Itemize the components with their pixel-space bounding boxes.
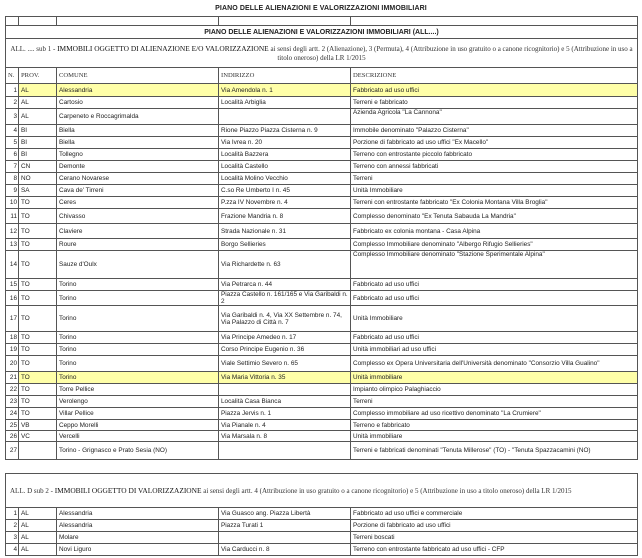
cell-indirizzo: Via Marsala n. 8 xyxy=(219,431,351,442)
cell-indirizzo: Rione Piazzo Piazza Cisterna n. 9 xyxy=(219,125,351,137)
table-row xyxy=(6,279,638,291)
cell-indirizzo: Via Amendola n. 1 xyxy=(219,84,351,97)
cell-descrizione: Terreno e fabbricato xyxy=(351,420,638,431)
cell-indirizzo: Strada Nazionale n. 31 xyxy=(219,224,351,239)
cell-comune: Alessandria xyxy=(57,84,219,97)
cell-descrizione: Terreni boscati xyxy=(351,532,638,544)
column-header-descrizione: DESCRIZIONE xyxy=(351,68,638,84)
cell-descrizione: Terreni con entrostante fabbricato "Ex Colonia Montana Villa Broglia" xyxy=(351,197,638,209)
column-header-prov: PROV. xyxy=(19,68,57,84)
cell-n: 23 xyxy=(6,396,19,408)
table-row xyxy=(6,396,638,408)
cell-n: 6 xyxy=(6,149,19,161)
cell-n: 11 xyxy=(6,209,19,224)
cell-comune: Torino - Grignasco e Prato Sesia (NO) xyxy=(57,442,219,460)
cell-n: 2 xyxy=(6,520,19,532)
cell-prov: TO xyxy=(19,332,57,344)
cell-prov: VB xyxy=(19,420,57,431)
cell-indirizzo: Piazza Jervis n. 1 xyxy=(219,408,351,420)
cell-prov: TO xyxy=(19,197,57,209)
cell-descrizione: Fabbricato ad uso uffici e commerciale xyxy=(351,508,638,520)
table-row xyxy=(6,185,638,197)
cell-n: 20 xyxy=(6,356,19,372)
cell-descrizione: Unità Immobiliare xyxy=(351,185,638,197)
cell-indirizzo: Via Carducci n. 8 xyxy=(219,544,351,556)
table-row xyxy=(6,239,638,251)
table-row xyxy=(6,408,638,420)
table-row xyxy=(6,520,638,532)
cell-n: 15 xyxy=(6,279,19,291)
cell-n: 1 xyxy=(6,84,19,97)
table-row xyxy=(6,508,638,520)
cell-prov: TO xyxy=(19,408,57,420)
column-header-row xyxy=(6,68,638,84)
cell-descrizione: Terreni xyxy=(351,396,638,408)
table-row xyxy=(6,372,638,384)
cell-descrizione: Azienda Agricola "La Cannona" xyxy=(351,109,638,125)
table-row xyxy=(6,442,638,460)
cell-comune: Villar Pellice xyxy=(57,408,219,420)
cell-prov: TO xyxy=(19,384,57,396)
column-header-n: N. xyxy=(6,68,19,84)
cell-comune: Chivasso xyxy=(57,209,219,224)
table-row xyxy=(6,149,638,161)
table-row xyxy=(6,431,638,442)
cell-comune: Ceppo Morelli xyxy=(57,420,219,431)
cell-prov: BI xyxy=(19,149,57,161)
cell-comune: Cerano Novarese xyxy=(57,173,219,185)
cell-indirizzo: Via Principe Amedeo n. 17 xyxy=(219,332,351,344)
subtitle-rest: ai sensi degli artt. 4 (Attribuzione in uso gratuito o a canone ricognitorio) e 5 (Attribuzione in uso a titolo oneroso) della LR 1/2015 xyxy=(201,486,572,495)
cell-indirizzo: Viale Settimio Severo n. 65 xyxy=(219,356,351,372)
cell-n: 8 xyxy=(6,173,19,185)
table-row xyxy=(6,137,638,149)
table-row xyxy=(6,224,638,239)
cell-comune: Alessandria xyxy=(57,508,219,520)
table-subtitle-row xyxy=(6,39,638,68)
cell-indirizzo: Via Pianale n. 4 xyxy=(219,420,351,431)
cell-descrizione: Unità Immobiliare xyxy=(351,306,638,332)
cell-indirizzo: Località Molino Vecchio xyxy=(219,173,351,185)
cell-indirizzo: Via Garibaldi n. 4, Via XX Settembre n. 74, Via Palazzo di Città n. 7 xyxy=(219,306,351,332)
column-header-comune: COMUNE xyxy=(57,68,219,84)
cell-indirizzo: Via Petrarca n. 44 xyxy=(219,279,351,291)
cell-prov: TO xyxy=(19,372,57,384)
cell-indirizzo: Località Bazzera xyxy=(219,149,351,161)
cell-indirizzo: Frazione Mandria n. 8 xyxy=(219,209,351,224)
cell-comune: Biella xyxy=(57,125,219,137)
subtitle-lead: ALL. .... sub 1 - xyxy=(10,44,58,53)
cell-comune: Torino xyxy=(57,356,219,372)
cell-descrizione: Fabbricato ex colonia montana - Casa Alpina xyxy=(351,224,638,239)
cell-n: 25 xyxy=(6,420,19,431)
cell-n: 4 xyxy=(6,125,19,137)
table-row xyxy=(6,197,638,209)
cell-prov: TO xyxy=(19,251,57,279)
cell-n: 2 xyxy=(6,97,19,109)
cell-descrizione: Terreno con annessi fabbricati xyxy=(351,161,638,173)
table-subtitle xyxy=(6,39,638,68)
cell-descrizione: Terreni e fabbricati denominati "Tenuta Millerose" (TO) - "Tenuta Spazzacamini (NO) xyxy=(351,442,638,460)
cell-n: 26 xyxy=(6,431,19,442)
cell-prov: AL xyxy=(19,97,57,109)
cell-prov: BI xyxy=(19,125,57,137)
table-title-row xyxy=(6,26,638,39)
cell-prov: TO xyxy=(19,396,57,408)
cell-n: 21 xyxy=(6,372,19,384)
cell-descrizione: Unità immobiliare xyxy=(351,431,638,442)
cell-descrizione: Unità immobiliare xyxy=(351,372,638,384)
cell-indirizzo: P.zza IV Novembre n. 4 xyxy=(219,197,351,209)
table-subtitle-row xyxy=(6,474,638,508)
document-title: PIANO DELLE ALIENAZIONI E VALORIZZAZIONI IMMOBILIARI xyxy=(215,5,427,12)
cell-indirizzo xyxy=(219,109,351,125)
cell-comune: Tollegno xyxy=(57,149,219,161)
table-row xyxy=(6,532,638,544)
cell-n: 24 xyxy=(6,408,19,420)
subtitle-bold: IMMOBILI OGGETTO DI ALIENAZIONE E/O VALORIZZAZIONE xyxy=(57,43,269,53)
cell-indirizzo: Via Guasco ang. Piazza Libertà xyxy=(219,508,351,520)
cell-prov: TO xyxy=(19,209,57,224)
cell-comune: Cartosio xyxy=(57,97,219,109)
table-row xyxy=(6,84,638,97)
cell-indirizzo xyxy=(219,442,351,460)
cell-n: 1 xyxy=(6,508,19,520)
table-row xyxy=(6,306,638,332)
cell-indirizzo: Via Ivrea n. 20 xyxy=(219,137,351,149)
cell-n: 27 xyxy=(6,442,19,460)
cell-n: 9 xyxy=(6,185,19,197)
subtitle-lead: ALL. D sub 2 - xyxy=(10,486,55,495)
cell-n: 14 xyxy=(6,251,19,279)
cell-prov: CN xyxy=(19,161,57,173)
subtitle-rest: ai sensi degli artt. 2 (Alienazione), 3 (Permuta), 4 (Attribuzione in uso gratuito o a canone ricognitorio) e 5 (Attribuzione in uso a titolo oneroso) della LR 1/2015 xyxy=(268,44,633,62)
alienation-table xyxy=(5,16,638,460)
cell-comune: Sauze d'Oulx xyxy=(57,251,219,279)
cell-prov: AL xyxy=(19,520,57,532)
cell-indirizzo: Località Casa Bianca xyxy=(219,396,351,408)
cell-n: 4 xyxy=(6,544,19,556)
cell-comune: Alessandria xyxy=(57,520,219,532)
cell-prov: TO xyxy=(19,344,57,356)
table-row xyxy=(6,97,638,109)
cell-descrizione: Complesso denominato "Ex Tenuta Sabauda La Mandria" xyxy=(351,209,638,224)
cell-n: 12 xyxy=(6,224,19,239)
cell-indirizzo xyxy=(219,532,351,544)
cell-indirizzo: Borgo Sellieries xyxy=(219,239,351,251)
cell-indirizzo xyxy=(219,384,351,396)
cell-prov: TO xyxy=(19,306,57,332)
table-row xyxy=(6,344,638,356)
table-row xyxy=(6,251,638,279)
cell-n: 5 xyxy=(6,137,19,149)
cell-n: 13 xyxy=(6,239,19,251)
table-row xyxy=(6,109,638,125)
cell-indirizzo: Piazza Turati 1 xyxy=(219,520,351,532)
column-header-indirizzo: INDIRIZZO xyxy=(219,68,351,84)
cell-n: 18 xyxy=(6,332,19,344)
cell-prov: TO xyxy=(19,279,57,291)
cell-prov: AL xyxy=(19,508,57,520)
cell-indirizzo: Località Arbiglia xyxy=(219,97,351,109)
cell-prov: TO xyxy=(19,291,57,306)
table-row xyxy=(6,332,638,344)
cell-comune: Torino xyxy=(57,344,219,356)
cell-descrizione: Complesso ex Opera Universitaria dell'Università denominato "Consorzio Villa Gualino" xyxy=(351,356,638,372)
blank-row xyxy=(6,17,638,26)
cell-comune: Novi Liguro xyxy=(57,544,219,556)
cell-prov: BI xyxy=(19,137,57,149)
cell-descrizione: Complesso Immobiliare denominato "Albergo Rifugio Sellieries" xyxy=(351,239,638,251)
table-subtitle xyxy=(6,474,638,508)
cell-indirizzo: Corso Principe Eugenio n. 36 xyxy=(219,344,351,356)
cell-comune: Claviere xyxy=(57,224,219,239)
cell-indirizzo: Località Castello xyxy=(219,161,351,173)
cell-n: 19 xyxy=(6,344,19,356)
cell-indirizzo: Piazza Castello n. 161/165 e Via Garibaldi n. 2 xyxy=(219,291,351,306)
cell-n: 10 xyxy=(6,197,19,209)
cell-n: 3 xyxy=(6,532,19,544)
table-row xyxy=(6,420,638,431)
cell-comune: Torino xyxy=(57,332,219,344)
cell-indirizzo: Via Richardette n. 63 xyxy=(219,251,351,279)
table-row xyxy=(6,291,638,306)
table-row xyxy=(6,125,638,137)
cell-prov: AL xyxy=(19,84,57,97)
cell-comune: Torino xyxy=(57,306,219,332)
cell-descrizione: Impianto olimpico Palaghiaccio xyxy=(351,384,638,396)
cell-descrizione: Unità immobiliari ad uso uffici xyxy=(351,344,638,356)
cell-n: 22 xyxy=(6,384,19,396)
table-row xyxy=(6,209,638,224)
cell-comune: Torino xyxy=(57,279,219,291)
cell-n: 16 xyxy=(6,291,19,306)
cell-comune: Carpeneto e Roccagrimalda xyxy=(57,109,219,125)
cell-prov: AL xyxy=(19,532,57,544)
cell-prov: TO xyxy=(19,224,57,239)
cell-prov: TO xyxy=(19,356,57,372)
cell-comune: Molare xyxy=(57,532,219,544)
cell-descrizione: Terreni e fabbricato xyxy=(351,97,638,109)
cell-descrizione: Terreno con entrostante piccolo fabbricato xyxy=(351,149,638,161)
cell-indirizzo: C.so Re Umberto I n. 45 xyxy=(219,185,351,197)
cell-comune: Vercelli xyxy=(57,431,219,442)
table-row xyxy=(6,544,638,556)
cell-comune: Torino xyxy=(57,291,219,306)
subtitle-bold: IMMOBILI OGGETTO DI VALORIZZAZIONE xyxy=(54,485,202,495)
cell-prov: VC xyxy=(19,431,57,442)
cell-n: 3 xyxy=(6,109,19,125)
table-row xyxy=(6,356,638,372)
cell-n: 7 xyxy=(6,161,19,173)
cell-descrizione: Porzione di fabbricato ad uso uffici xyxy=(351,520,638,532)
cell-descrizione: Porzione di fabbricato ad uso uffici "Ex Macello" xyxy=(351,137,638,149)
cell-descrizione: Complesso Immobiliare denominato "Stazione Sperimentale Alpina" xyxy=(351,251,638,279)
cell-comune: Verolengo xyxy=(57,396,219,408)
cell-descrizione: Terreno con entrostante fabbricato ad uso uffici - CFP xyxy=(351,544,638,556)
table-row xyxy=(6,384,638,396)
cell-descrizione: Terreni xyxy=(351,173,638,185)
cell-indirizzo: Via Maria Vittoria n. 35 xyxy=(219,372,351,384)
valorization-table xyxy=(5,473,638,556)
cell-prov: AL xyxy=(19,544,57,556)
cell-comune: Torre Pellice xyxy=(57,384,219,396)
table-row xyxy=(6,161,638,173)
table-row xyxy=(6,173,638,185)
cell-comune: Biella xyxy=(57,137,219,149)
table-title: PIANO DELLE ALIENAZIONI E VALORIZZAZIONI IMMOBILIARI (ALL....) xyxy=(6,26,638,39)
cell-descrizione: Fabbricato ad uso uffici xyxy=(351,332,638,344)
cell-prov: SA xyxy=(19,185,57,197)
cell-descrizione: Immobile denominato "Palazzo Cisterna" xyxy=(351,125,638,137)
cell-n: 17 xyxy=(6,306,19,332)
cell-comune: Cava de' Tirreni xyxy=(57,185,219,197)
cell-comune: Torino xyxy=(57,372,219,384)
cell-descrizione: Fabbricato ad uso uffici xyxy=(351,279,638,291)
cell-prov: AL xyxy=(19,109,57,125)
cell-comune: Roure xyxy=(57,239,219,251)
cell-prov xyxy=(19,442,57,460)
cell-descrizione: Fabbricato ad uso uffici xyxy=(351,84,638,97)
cell-comune: Demonte xyxy=(57,161,219,173)
cell-descrizione: Fabbricato ad uso uffici xyxy=(351,291,638,306)
cell-prov: NO xyxy=(19,173,57,185)
cell-prov: TO xyxy=(19,239,57,251)
cell-comune: Ceres xyxy=(57,197,219,209)
cell-descrizione: Complesso immobiliare ad uso ricettivo denominato "La Crumiere" xyxy=(351,408,638,420)
